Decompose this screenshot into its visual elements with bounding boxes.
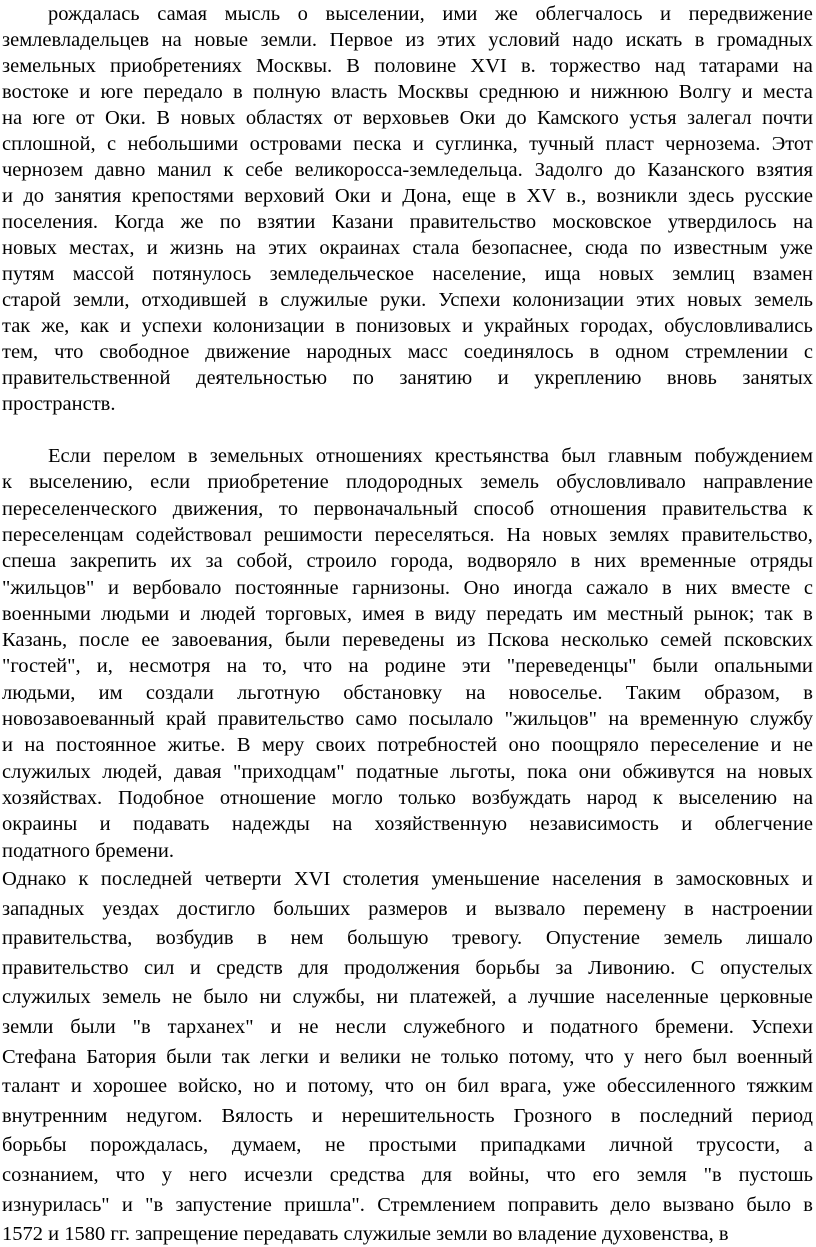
paragraph-2-line: людьми, им создали льготную обстановку на новоселье. Таким образом, в [2, 681, 813, 704]
paragraph-2-line: податного бремени. [2, 839, 174, 862]
paragraph-2-line: военными людьми и людей торговых, имея в виду передать им местный рынок; так в [2, 602, 813, 625]
paragraph-2-line: и на постоянное житье. В меру своих потребностей оно поощряло переселение и не [2, 734, 813, 757]
paragraph-2-line: переселенческого движения, то первоначальный способ отношения правительства к [2, 497, 813, 520]
paragraph-3-line: земли были "в тарханех" и не несли служебного и податного бремени. Успехи [2, 1016, 813, 1038]
paragraph-3-line: борьбы порождалась, думаем, не простыми припадками личной трусости, а [2, 1134, 813, 1157]
paragraph-1-line: пространств. [2, 393, 116, 415]
paragraph-1-line: и до занятия крепостями верховий Оки и Дона, еще в XV в., возникли здесь русские [2, 185, 813, 207]
paragraph-2-line: спеша закрепить их за собой, строило города, водворяло в них временные отряды [2, 550, 813, 573]
paragraph-1-line: тем, что свободное движение народных масс соединялось в одном стремлении с [2, 341, 813, 363]
paragraph-1-line: новых местах, и жизнь на этих окраинах стала безопаснее, сюда по известным уже [2, 237, 813, 259]
paragraph-3-line: сознанием, что у него исчезли средства для войны, что его земля "в пустошь [2, 1164, 813, 1186]
paragraph-1-line: востоке и юге передало в полную власть Москвы среднюю и нижнюю Волгу и места [2, 81, 813, 103]
paragraph-2-line: "жильцов" и вербовало постоянные гарнизоны. Оно иногда сажало в них вместе с [2, 576, 813, 599]
paragraph-3-line: правительство сил и средств для продолжения борьбы за Ливонию. С опустелых [2, 956, 813, 979]
paragraph-2-line: Если перелом в земельных отношениях крестьянства был главным побуждением [48, 445, 813, 467]
paragraph-3-line: западных уездах достигло больших размеров и вызвало перемену в настроении [2, 897, 813, 920]
paragraph-1-line: поселения. Когда же по взятии Казани правительство московское утвердилось на [2, 211, 813, 233]
paragraph-1-line: старой земли, отходившей в служилые руки. Успехи колонизации этих новых земель [2, 289, 813, 311]
paragraph-3-line: Стефана Батория были так легки и велики не только потому, что у него был военный [2, 1045, 813, 1068]
paragraph-2-line: служилых людей, давая "приходцам" податные льготы, пока они обживутся на новых [2, 760, 813, 783]
paragraph-3-line: служилых земель не было ни службы, ни платежей, а лучшие населенные церковные [2, 986, 813, 1009]
paragraph-3-line: Однако к последней четверти XVI столетия уменьшение населения в замосковных и [2, 868, 813, 890]
paragraph-2-line: Казань, после ее завоевания, были переведены из Пскова несколько семей псковских [2, 629, 813, 652]
paragraph-2-line: новозавоеванный край правительство само посылало "жильцов" на временную службу [2, 708, 813, 730]
paragraph-3-line: внутренним недугом. Вялость и нерешительность Грозного в последний период [2, 1104, 813, 1127]
paragraph-2-line: хозяйствах. Подобное отношение могло только возбуждать народ к выселению на [2, 786, 813, 809]
paragraph-3-line: изнурилась" и "в запустение пришла". Стремлением поправить дело вызвано было в [2, 1193, 813, 1216]
paragraph-1-line: на юге от Оки. В новых областях от верховьев Оки до Камского устья залегал почти [2, 107, 813, 129]
paragraph-1-line: правительственной деятельностью по занятию и укреплению вновь занятых [2, 367, 813, 389]
paragraph-1-line: путям массой потянулось земледельческое население, ища новых землиц взамен [2, 263, 813, 285]
paragraph-1-line: рождалась самая мысль о выселении, ими же облегчалось и передвижение [48, 3, 813, 25]
paragraph-2-line: переселенцам содействовал решимости переселяться. На новых землях правительство, [2, 523, 813, 546]
paragraph-3-line: правительства, возбудив в нем большую тревогу. Опустение земель лишало [2, 927, 813, 950]
paragraph-1-line: так же, как и успехи колонизации в понизовых и украйных городах, обусловливались [2, 315, 813, 337]
paragraph-1-line: землевладельцев на новые земли. Первое из этих условий надо искать в громадных [2, 29, 813, 51]
paragraph-1-line: земельных приобретениях Москвы. В половине XVI в. торжество над татарами на [2, 55, 813, 77]
paragraph-3-line: 1572 и 1580 гг. запрещение передавать служилые земли во владение духовенства, в [2, 1223, 729, 1246]
paragraph-3-line: талант и хорошее войско, но и потому, что он бил врага, уже обессиленного тяжким [2, 1075, 813, 1098]
paragraph-2-line: к выселению, если приобретение плодородных земель обусловливало направление [2, 471, 813, 494]
paragraph-1-line: сплошной, с небольшими островами песка и суглинка, тучный пласт чернозема. Этот [2, 133, 813, 155]
paragraph-2-line: окраины и подавать надежды на хозяйственную независимость и облегчение [2, 813, 813, 836]
paragraph-2-line: "гостей", и, несмотря на то, что на родине эти "переведенцы" были опальными [2, 655, 813, 678]
paragraph-1-line: чернозем давно манил к себе великоросса-земледельца. Задолго до Казанского взятия [2, 159, 813, 181]
